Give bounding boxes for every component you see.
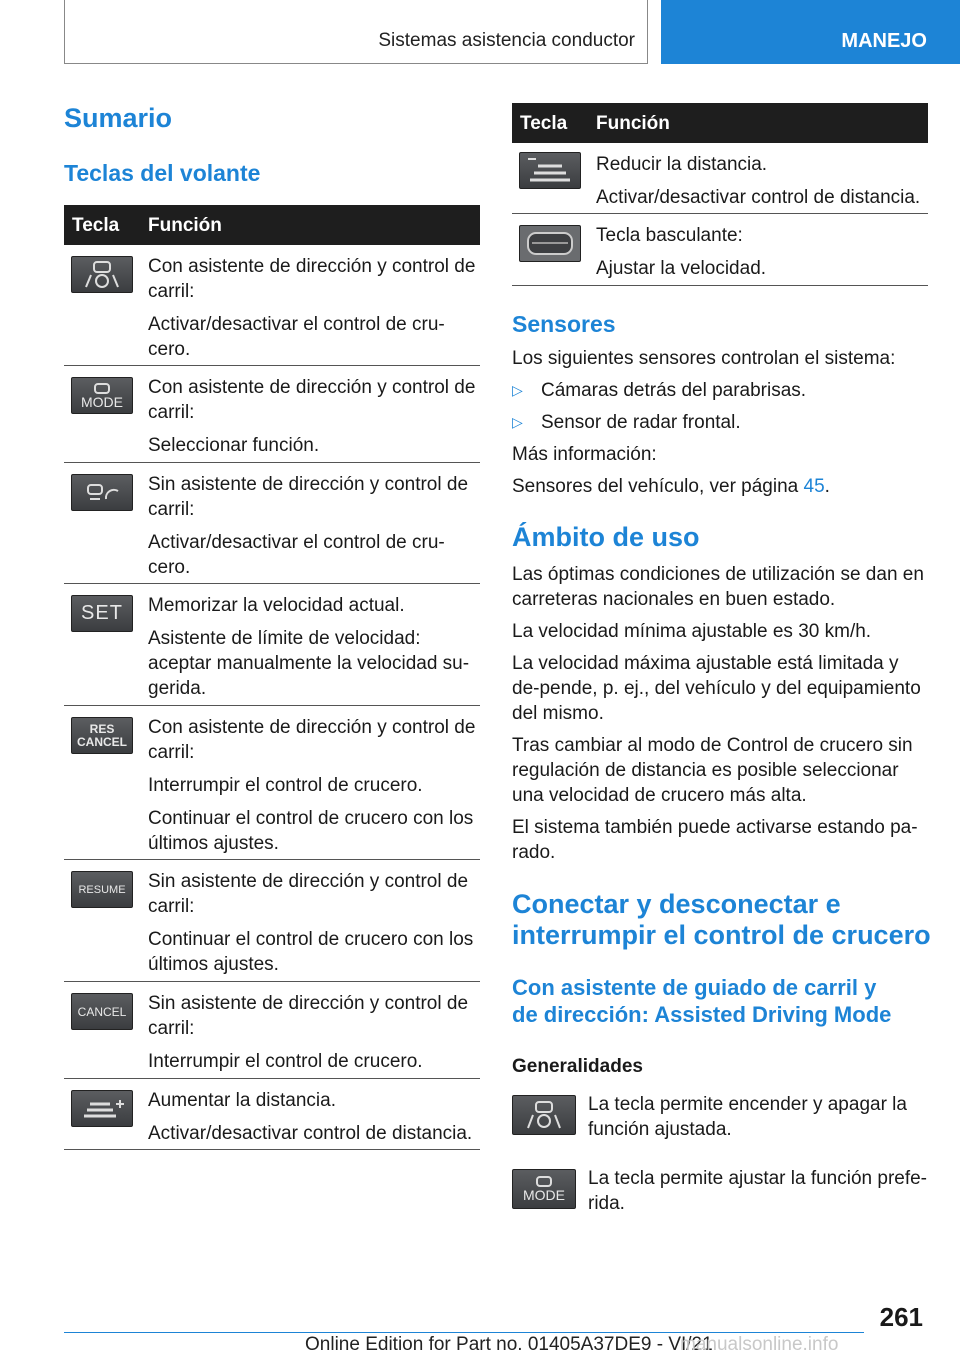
paragraph: La velocidad mínima ajustable es 30 km/h. (512, 621, 872, 642)
row-function-line: Aumentar la distancia. (148, 1090, 336, 1111)
section-title-ambito: Ámbito de uso (512, 522, 700, 552)
row-function-line: Sin asistente de dirección y control de carril: (148, 993, 469, 1039)
paragraph: Tras cambiar al modo de Control de crucero sin regulación de distancia es posible seleccionar una velocidad de crucero más alta. (512, 735, 913, 806)
col-header-function: Función (148, 215, 222, 236)
edition-note: Online Edition for Part no. 01405A37DE9 - VI/21 (305, 1334, 713, 1355)
table-row (512, 143, 928, 214)
row-function-line: Sin asistente de dirección y control de carril: (148, 871, 469, 917)
row-function-line: Activar/desactivar control de distancia. (148, 1123, 473, 1144)
row-function-line: Tecla basculante: (596, 225, 743, 246)
rocker-switch-icon (519, 225, 581, 262)
table-row (64, 463, 480, 584)
table-row (64, 1079, 480, 1150)
header-chapter-title: MANEJO (841, 30, 927, 52)
page-title: Sumario (64, 103, 173, 133)
distance-increase-icon (71, 1090, 133, 1127)
paragraph: El sistema también puede activarse estando pa-rado. (512, 817, 918, 863)
paragraph: Las óptimas condiciones de utilización se dan en carreteras nacionales en buen estado. (512, 564, 924, 610)
generalidades-heading: Generalidades (512, 1056, 643, 1077)
page-link[interactable]: 45 (803, 476, 825, 497)
row-function-line: Continuar el control de crucero con los últimos ajustes. (148, 929, 474, 975)
cruise-control-icon (71, 474, 133, 511)
header-section-title: Sistemas asistencia conductor (378, 30, 635, 51)
header-section-box (64, 0, 648, 64)
col-header-function: Función (596, 113, 670, 134)
row-function-line: Continuar el control de crucero con los últimos ajustes. (148, 808, 474, 854)
table-row (64, 245, 480, 366)
watermark: manualsonline.info (680, 1334, 839, 1355)
table-row (64, 584, 480, 706)
footer-divider (64, 1332, 864, 1333)
row-function-line: Activar/desactivar el control de cru-cero. (148, 314, 445, 360)
mode-button-icon: MODE (71, 377, 133, 414)
col-header-key: Tecla (72, 215, 120, 236)
set-button-icon: SET (71, 595, 133, 632)
row-function-line: Con asistente de dirección y control de carril: (148, 377, 476, 423)
row-function-line: Activar/desactivar el control de cru-cero. (148, 532, 445, 578)
paragraph: La tecla permite encender y apagar la función ajustada. (588, 1094, 907, 1140)
section-title-sensores: Sensores (512, 311, 616, 337)
header-chapter-box (661, 0, 960, 64)
steering-keys-table (64, 205, 480, 1150)
row-function-line: Sin asistente de dirección y control de carril: (148, 474, 469, 520)
section-title-conectar: Conectar y desconectar e interrumpir el control de crucero (512, 889, 931, 950)
steering-lane-assist-icon (512, 1095, 576, 1135)
table-row (64, 982, 480, 1079)
table-header (512, 103, 928, 143)
section-subtitle: Teclas del volante (64, 160, 261, 186)
row-function-line: Interrumpir el control de crucero. (148, 1051, 423, 1072)
distance-decrease-icon (519, 152, 581, 189)
triangle-bullet-icon: ▷ (512, 382, 523, 398)
row-function-line: Memorizar la velocidad actual. (148, 595, 405, 616)
page-number: 261 (879, 1302, 923, 1332)
table-row (64, 860, 480, 982)
table-row (512, 214, 928, 286)
row-function-line: Seleccionar función. (148, 435, 320, 456)
table-header (64, 205, 480, 245)
mode-button-icon: MODE (512, 1169, 576, 1209)
col-header-key: Tecla (520, 113, 568, 134)
cross-reference: Sensores del vehículo, ver página 45. (512, 476, 830, 497)
row-function-line: Ajustar la velocidad. (596, 258, 767, 279)
cancel-button-icon: CANCEL (71, 993, 133, 1030)
row-function-line: Reducir la distancia. (596, 154, 768, 175)
row-function-line: Asistente de límite de velocidad: aceptar manualmente la velocidad su-gerida. (148, 628, 470, 699)
paragraph: Los siguientes sensores controlan el sistema: (512, 348, 896, 369)
row-function-line: Interrumpir el control de crucero. (148, 775, 423, 796)
row-function-line: Con asistente de dirección y control de carril: (148, 256, 476, 302)
paragraph: Más información: (512, 444, 657, 465)
steering-keys-table-continued (512, 103, 928, 286)
table-row (64, 706, 480, 860)
res-cancel-button-icon: RES CANCEL (71, 717, 133, 754)
paragraph: La velocidad máxima ajustable está limitada y de-pende, p. ej., del vehículo y del equipamiento del mismo. (512, 653, 921, 724)
paragraph: La tecla permite ajustar la función prefe-rida. (588, 1168, 928, 1214)
steering-lane-assist-icon (71, 256, 133, 293)
subsection-title: Con asistente de guiado de carril y de dirección: Assisted Driving Mode (512, 975, 892, 1027)
table-row (64, 366, 480, 463)
resume-button-icon: RESUME (71, 871, 133, 908)
triangle-bullet-icon: ▷ (512, 414, 523, 430)
row-function-line: Con asistente de dirección y control de carril: (148, 717, 476, 763)
row-function-line: Activar/desactivar control de distancia. (596, 187, 921, 208)
